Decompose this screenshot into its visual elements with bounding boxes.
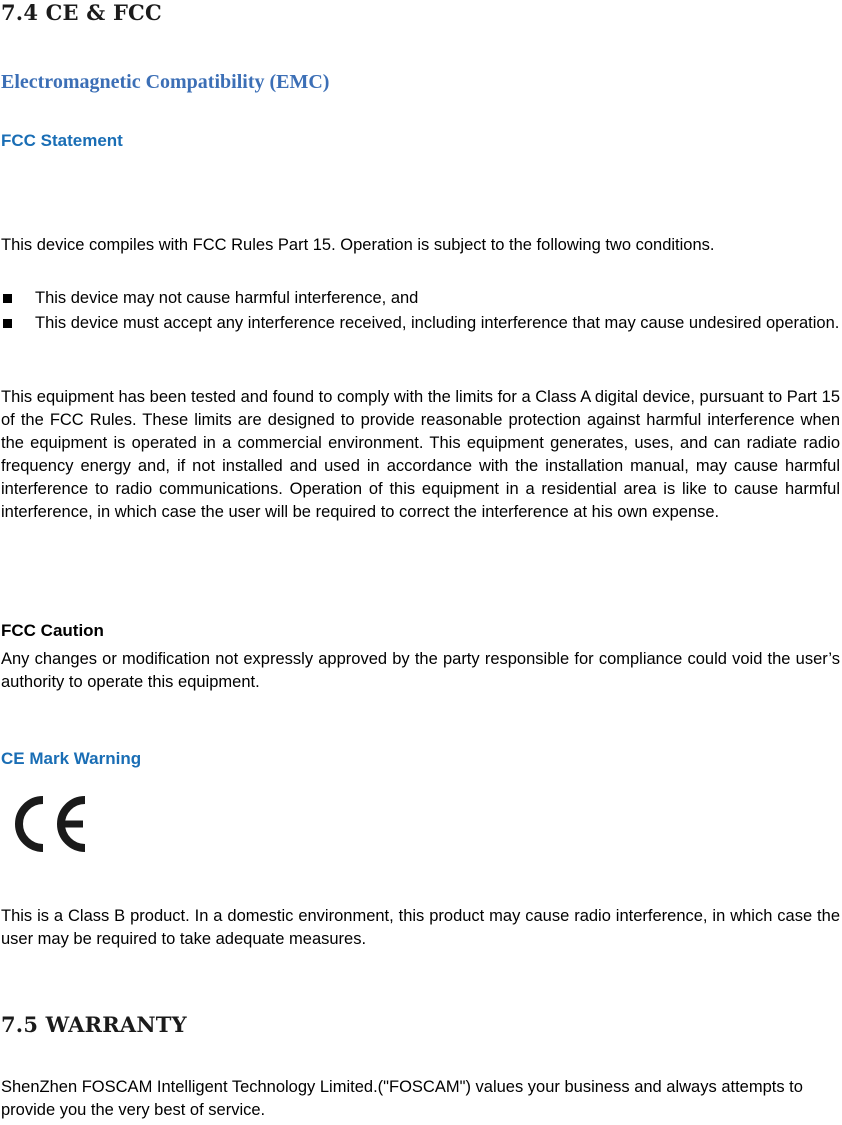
square-bullet-icon: [3, 294, 12, 303]
fcc-compliance-paragraph: This equipment has been tested and found to comply with the limits for a Class A digital device, pursuant to Part 15 of the FCC Rules. These limits are designed to provide reasonable protection against harmful interference when the equipment is operated in a commercial environment. This equipment generates, uses, and can radiate radio frequency energy and, if not installed and used in accordance with the installation manual, may cause harmful interference to radio communications. Operation of this equipment in a residential area is like to cause harmful interference, in which case the user will be required to correct the interference at his own expense.: [1, 388, 840, 521]
list-item: [1, 287, 840, 310]
ce-mark-text: This is a Class B product. In a domestic environment, this product may cause radio interference, in which case the user may be required to take adequate measures.: [1, 907, 840, 948]
section-7-5-title: 7.5 WARRANTY: [1, 1012, 187, 1037]
list-item-text: This device may not cause harmful interference, and: [35, 289, 419, 307]
fcc-statement-heading: FCC Statement: [1, 131, 123, 150]
fcc-conditions-list: [1, 287, 840, 337]
list-item: [1, 312, 840, 335]
list-item-text: This device must accept any interference received, including interference that may cause undesired operation.: [35, 314, 840, 332]
emc-title: Electromagnetic Compatibility (EMC): [1, 71, 330, 93]
fcc-caution-heading: FCC Caution: [1, 621, 104, 640]
warranty-text: ShenZhen FOSCAM Intelligent Technology Limited.("FOSCAM") values your business and always attempts to provide you the very best of service.: [1, 1078, 803, 1119]
fcc-caution-text: Any changes or modification not expressly approved by the party responsible for compliance could void the user’s authority to operate this equipment.: [1, 650, 840, 691]
fcc-statement-intro: This device compiles with FCC Rules Part 15. Operation is subject to the following two conditions.: [1, 236, 715, 254]
section-7-4-title: 7.4 CE & FCC: [1, 0, 162, 25]
ce-mark-icon: [5, 790, 91, 858]
ce-mark-heading: CE Mark Warning: [1, 749, 142, 768]
square-bullet-icon: [3, 319, 12, 328]
